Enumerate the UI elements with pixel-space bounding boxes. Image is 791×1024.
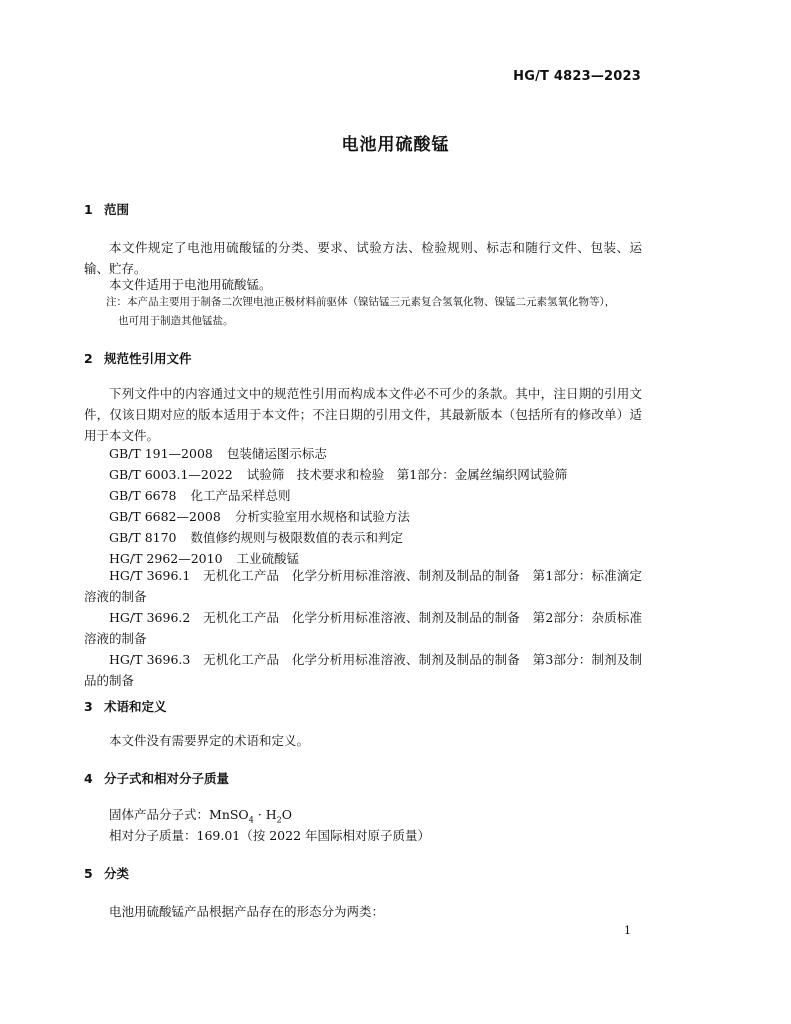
section-1-heading xyxy=(84,200,129,218)
reference-item-long: HG/T 3696.1 无机化工产品 化学分析用标准溶液、制剂及制品的制备 第1部分：标准滴定溶液的制备 xyxy=(84,568,642,604)
formula-part: MnSO xyxy=(209,807,249,822)
note-line: 也可用于制造其他锰盐。 xyxy=(118,315,234,327)
reference-code: GB/T 191—2008 xyxy=(109,446,213,461)
reference-item xyxy=(109,528,403,546)
normative-references-intro: 下列文件中的内容通过文中的规范性引用而构成本文件必不可少的条款。其中，注日期的引用文件，仅该日期对应的版本适用于本文件；不注日期的引用文件，其最新版本（包括所有的修改单）适用于本文件。 xyxy=(84,386,642,443)
section-number: 3 xyxy=(84,699,93,714)
formula-subscript: 2 xyxy=(276,815,282,825)
section-number: 1 xyxy=(84,202,93,217)
reference-code: GB/T 6682—2008 xyxy=(109,509,221,524)
reference-code: GB/T 6003.1—2022 xyxy=(109,467,233,482)
formula-part: O xyxy=(281,807,292,822)
reference-title: 化工产品采样总则 xyxy=(190,488,291,503)
standard-number: HG/T 4823—2023 xyxy=(513,69,641,84)
relative-molecular-mass: 相对分子质量：169.01（按 2022 年国际相对原子质量） xyxy=(109,828,430,843)
formula-label: 固体产品分子式： xyxy=(109,807,210,822)
reference-title: 数值修约规则与极限数值的表示和判定 xyxy=(190,530,404,545)
reference-title: 包装储运图示标志 xyxy=(226,446,327,461)
formula-subscript: 4 xyxy=(248,815,254,825)
section-3-heading xyxy=(84,697,167,715)
section-number: 4 xyxy=(84,771,93,786)
section-title: 分类 xyxy=(104,866,130,881)
scope-paragraph: 本文件规定了电池用硫酸锰的分类、要求、试验方法、检验规则、标志和随行文件、包装、运输、贮存。 xyxy=(84,240,642,276)
section-title: 规范性引用文件 xyxy=(104,351,192,366)
section-5-heading xyxy=(84,864,129,882)
section-title: 术语和定义 xyxy=(104,699,167,714)
section-title: 分子式和相对分子质量 xyxy=(104,771,230,786)
reference-title: 分析实验室用水规格和试验方法 xyxy=(234,509,410,524)
section-4-heading xyxy=(84,769,229,787)
reference-code: GB/T 8170 xyxy=(109,530,177,545)
molecular-formula xyxy=(109,805,292,825)
reference-title: 工业硫酸锰 xyxy=(236,551,300,566)
section-number: 2 xyxy=(84,351,93,366)
reference-code: HG/T 2962—2010 xyxy=(109,551,223,566)
document-title: 电池用硫酸锰 xyxy=(341,135,450,155)
formula-part: · H xyxy=(253,807,277,822)
classification-paragraph: 电池用硫酸锰产品根据产品存在的形态分为两类： xyxy=(109,904,385,919)
section-number: 5 xyxy=(84,866,93,881)
reference-item-long: HG/T 3696.2 无机化工产品 化学分析用标准溶液、制剂及制品的制备 第2部分：杂质标准溶液的制备 xyxy=(84,610,642,646)
terms-paragraph: 本文件没有需要界定的术语和定义。 xyxy=(109,733,310,748)
reference-item xyxy=(109,507,410,525)
reference-title: 试验筛 技术要求和检验 第1部分：金属丝编织网试验筛 xyxy=(246,467,568,482)
scope-applicability: 本文件适用于电池用硫酸锰。 xyxy=(109,277,272,292)
reference-code: GB/T 6678 xyxy=(109,488,177,503)
reference-item xyxy=(109,486,291,504)
section-title: 范围 xyxy=(104,202,130,217)
reference-item xyxy=(109,444,327,462)
reference-item xyxy=(109,465,567,483)
section-2-heading xyxy=(84,349,192,367)
reference-item-long: HG/T 3696.3 无机化工产品 化学分析用标准溶液、制剂及制品的制备 第3部分：制剂及制品的制备 xyxy=(84,652,642,688)
scope-note xyxy=(106,293,646,331)
page-number: 1 xyxy=(624,924,631,937)
note-line: 注：本产品主要用于制备二次锂电池正极材料前驱体（镍钴锰三元素复合氢氧化物、镍锰二元素氢氧化物等）， xyxy=(106,296,616,308)
